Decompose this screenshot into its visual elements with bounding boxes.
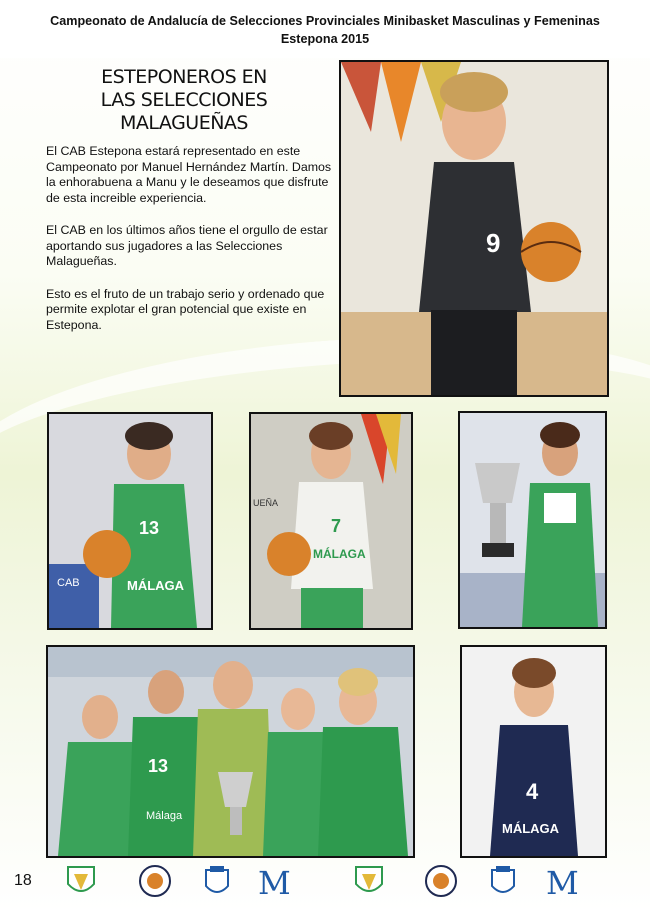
title-line: MALAGUEÑAS [120,112,248,134]
jersey-text: MÁLAGA [502,821,560,836]
photo-girl-white [249,412,413,630]
article-body [46,144,338,350]
federation-logo-icon [138,864,172,898]
jersey-number: 13 [139,518,160,538]
article-paragraph: El CAB en los últimos años tiene el orgullo de estar aportando sus jugadores a las Selecciones Malagueñas. [46,223,328,268]
town-crest-icon [486,864,520,898]
jersey-number: 13 [148,756,169,776]
photo-main-player [339,60,609,397]
header-title: Campeonato de Andalucía de Selecciones Provinciales Minibasket Masculinas y Femeninas [50,14,600,28]
club-shield-icon [64,864,98,898]
article-title [40,66,328,135]
photo-girl-trophy [458,411,607,629]
photo-girl-navy [460,645,607,858]
article-paragraph: Esto es el fruto de un trabajo serio y ordenado que permite explotar el gran potencial que existe en Estepona. [46,286,325,332]
photo-boy-green [47,412,213,630]
jersey-text: MÁLAGA [127,578,185,593]
m-logo-icon [542,864,582,898]
page-number: 18 [14,872,32,889]
title-line: LAS SELECCIONES [100,89,268,111]
article-paragraph: El CAB Estepona estará representado en este Campeonato por Manuel Hernández Martín. Damos la enhorabuena a Manu y le deseamos que disfrute de esta increible experiencia. [46,144,332,205]
title-line: ESTEPONEROS EN [101,66,267,88]
jersey-number: 9 [486,228,501,258]
page-header [0,0,650,58]
m-logo-icon [254,864,294,898]
banner-text: UEÑA [253,498,279,508]
federation-logo-icon [424,864,458,898]
jersey-number: 4 [526,779,539,804]
town-crest-icon [200,864,234,898]
photo-team-celebration [46,645,415,858]
logo-letter: M [258,864,291,898]
jersey-text: MÁLAGA [313,547,366,561]
club-shield-icon [352,864,386,898]
jersey-number: 7 [331,516,342,536]
header-subtitle: Estepona 2015 [280,32,370,46]
logo-letter: M [546,864,579,898]
banner-text: CAB [57,577,80,589]
jersey-text: Málaga [146,810,183,822]
